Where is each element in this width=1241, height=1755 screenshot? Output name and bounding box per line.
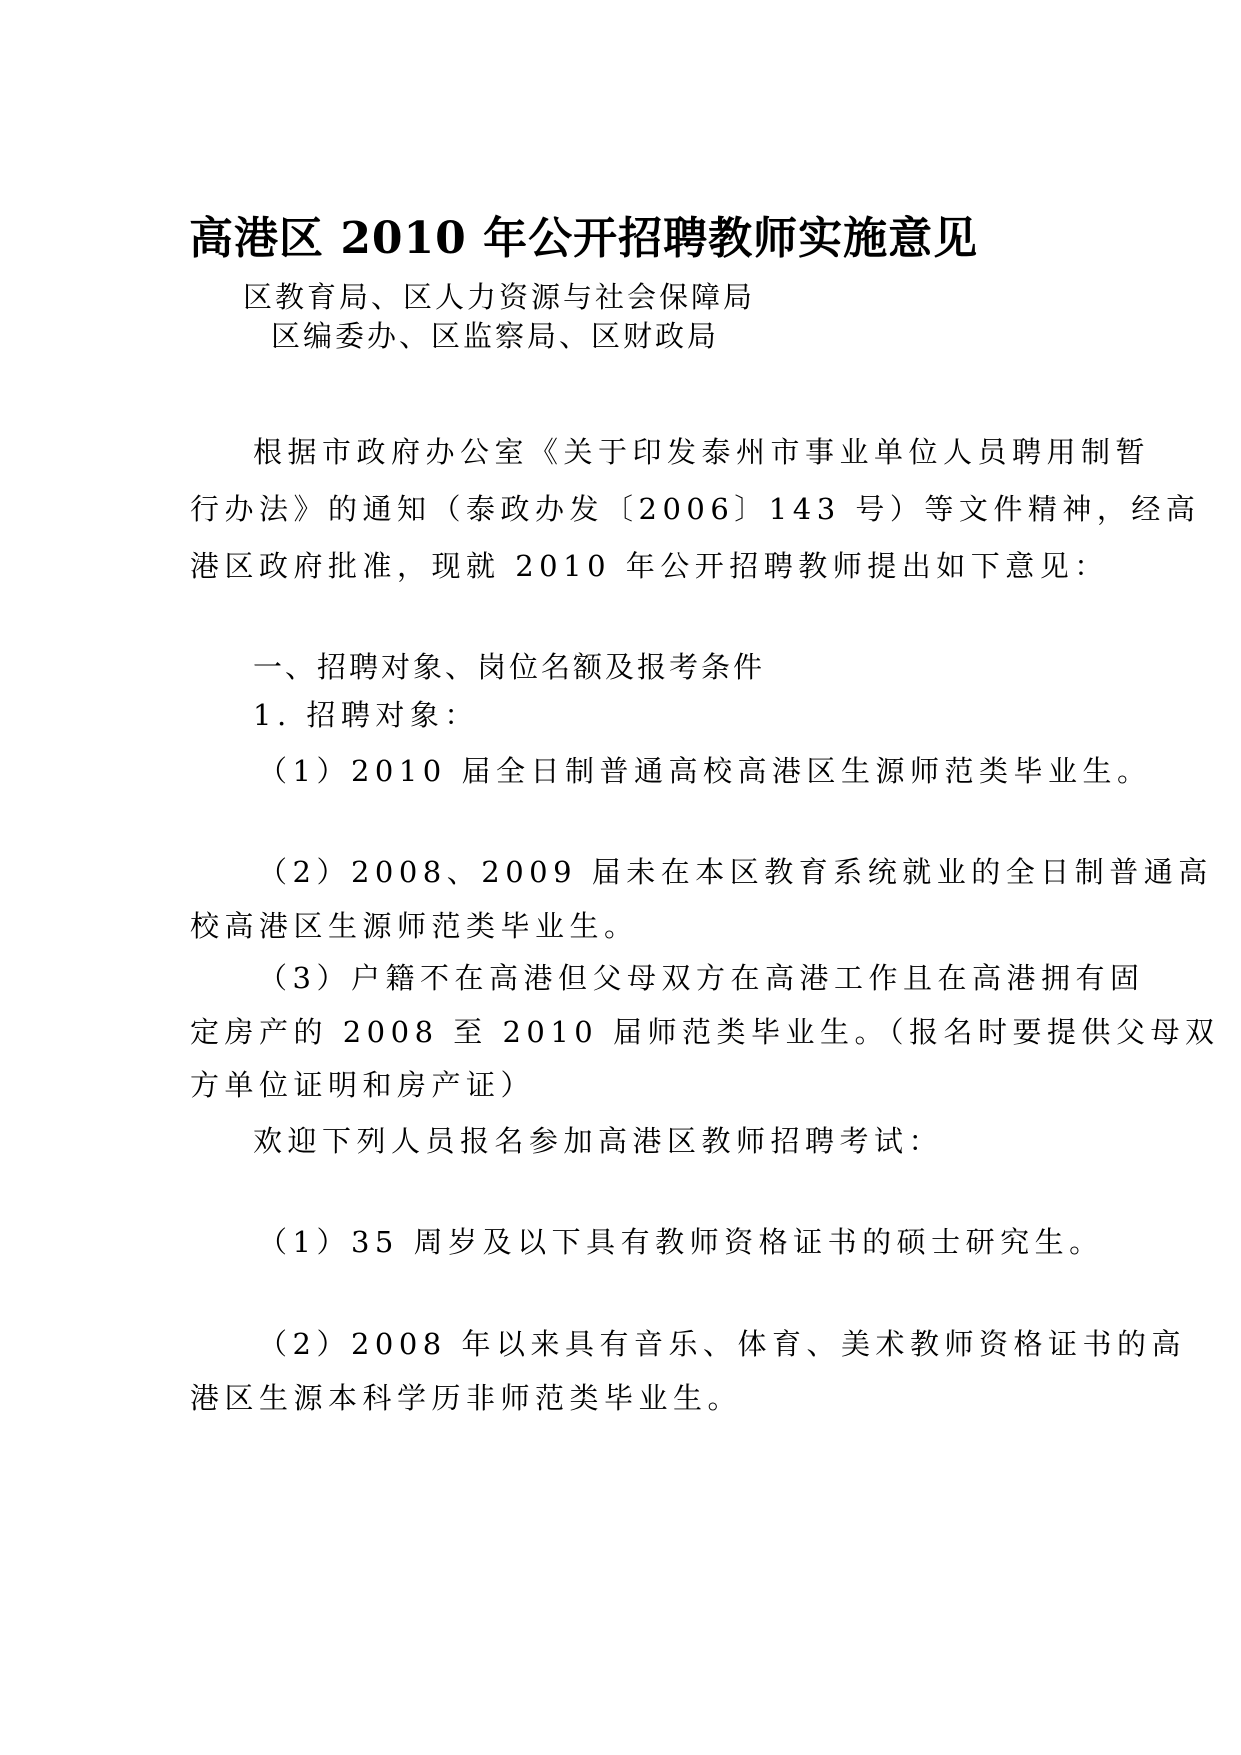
issuer-line-1: 区教育局、区人力资源与社会保障局 — [243, 280, 756, 314]
object-item-2-line-2: 校高港区生源师范类毕业生。 — [190, 909, 639, 943]
object-item-2-line-1: （2）2008、2009 届未在本区教育系统就业的全日制普通高 — [258, 855, 1213, 889]
welcome-item-2-line-1: （2）2008 年以来具有音乐、体育、美术教师资格证书的高 — [258, 1327, 1186, 1361]
document-title: 高港区 2010 年公开招聘教师实施意见 — [189, 213, 979, 264]
object-item-1: （1）2010 届全日制普通高校高港区生源师范类毕业生。 — [258, 754, 1152, 788]
issuer-line-2: 区编委办、区监察局、区财政局 — [271, 319, 720, 353]
object-item-3-line-1: （3）户籍不在高港但父母双方在高港工作且在高港拥有固 — [258, 961, 1145, 995]
welcome-item-2-line-2: 港区生源本科学历非师范类毕业生。 — [190, 1381, 743, 1415]
intro-line-1: 根据市政府办公室《关于印发泰州市事业单位人员聘用制暂 — [253, 435, 1151, 469]
welcome-text: 欢迎下列人员报名参加高港区教师招聘考试： — [253, 1124, 944, 1158]
object-item-3-line-2: 定房产的 2008 至 2010 届师范类毕业生。（报名时要提供父母双 — [190, 1015, 1220, 1049]
subsection-1-label: 1. 招聘对象： — [253, 698, 479, 732]
welcome-item-1: （1）35 周岁及以下具有教师资格证书的硕士研究生。 — [258, 1225, 1104, 1259]
intro-line-2: 行办法》的通知（泰政办发〔2006〕143 号）等文件精神，经高 — [190, 492, 1201, 526]
object-item-3-line-3: 方单位证明和房产证） — [190, 1068, 536, 1102]
intro-line-3: 港区政府批准，现就 2010 年公开招聘教师提出如下意见： — [190, 549, 1109, 583]
section-1-heading: 一、招聘对象、岗位名额及报考条件 — [253, 650, 766, 684]
